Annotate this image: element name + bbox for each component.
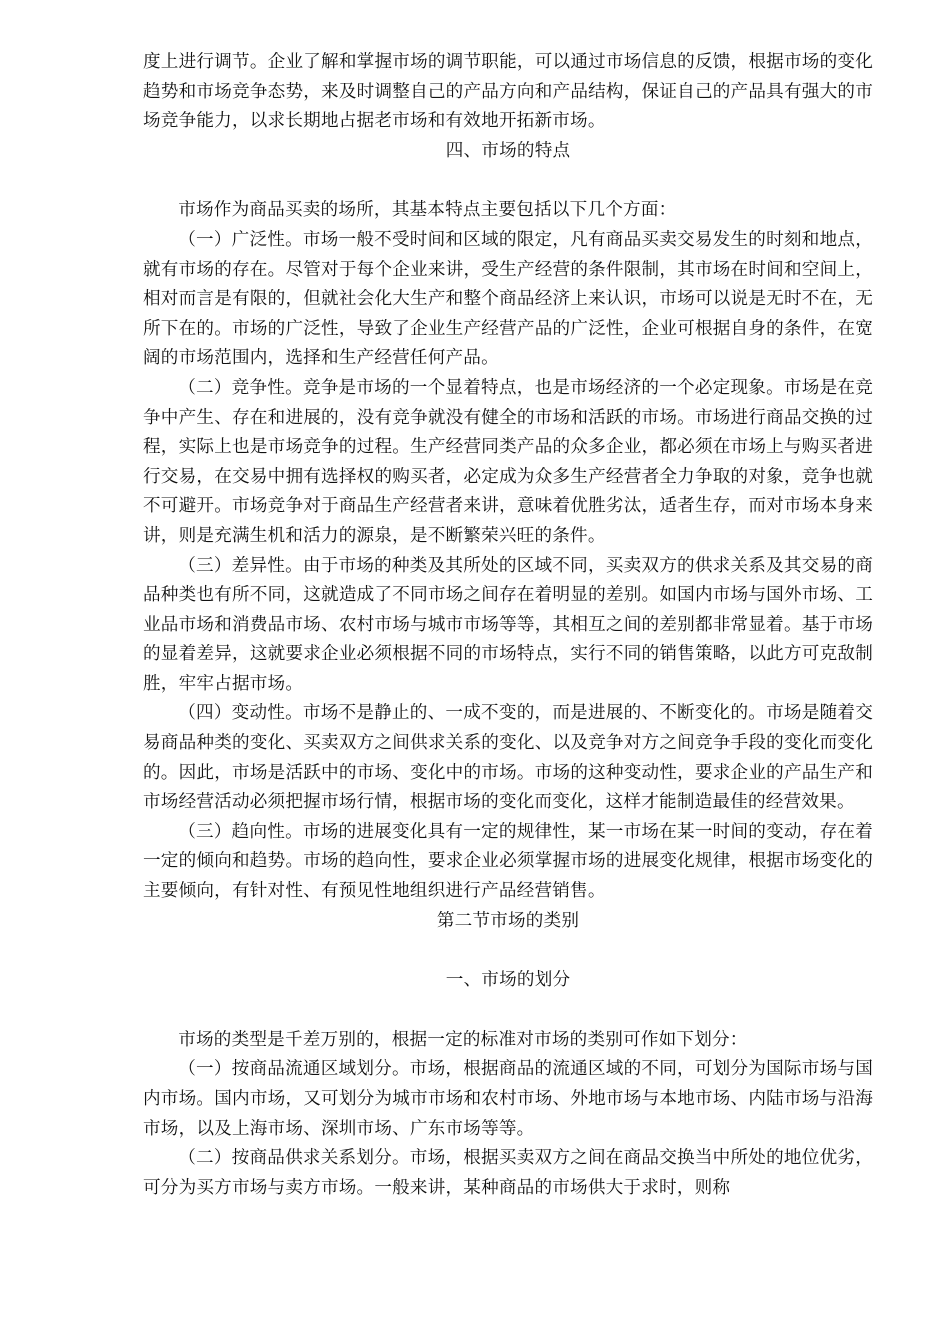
paragraph-competition: （二）竞争性。竞争是市场的一个显着特点，也是市场经济的一个必定现象。市场是在竞争中产生、存在和进展的，没有竞争就没有健全的市场和活跃的市场。市场进行商品交换的过程，实际上也是市场竞争的过程。生产经营同类产品的众多企业，都必须在市场上与购买者进行交易，在交易中拥有选择权的购买者，必定成为众多生产经营者全力争取的对象，竞争也就不可避开。市场竞争对于商品生产经营者来讲，意味着优胜劣汰，适者生存，而对市场本身来讲，则是充满生机和活力的源泉，是不断繁荣兴旺的条件。 xyxy=(143,377,873,546)
document-page xyxy=(143,48,873,1203)
paragraph-market-regulation: 度上进行调节。企业了解和掌握市场的调节职能，可以通过市场信息的反馈，根据市场的变化趋势和市场竞争态势，来及时调整自己的产品方向和产品结构，保证自己的产品具有强大的市场竞争能力，以求长期地占据老市场和有效地开拓新市场。 xyxy=(143,52,873,132)
paragraph-division-intro: 市场的类型是千差万别的，根据一定的标准对市场的类别可作如下划分： xyxy=(178,1029,748,1050)
paragraph-by-supply-demand: （二）按商品供求关系划分。市场，根据买卖双方之间在商品交换当中所处的地位优劣，可分为买方市场与卖方市场。一般来讲，某种商品的市场供大于求时，则称 xyxy=(143,1148,873,1198)
paragraph-difference: （三）差异性。由于市场的种类及其所处的区域不同，买卖双方的供求关系及其交易的商品种类也有所不同，这就造成了不同市场之间存在着明显的差别。如国内市场与国外市场、工业品市场和消费品市场、农村市场与城市市场等等，其相互之间的差别都非常显着。基于市场的显着差异，这就要求企业必须根据不同的市场特点，实行不同的销售策略，以此方可克敌制胜，牢牢占据市场。 xyxy=(143,555,873,694)
paragraph-breadth: （一）广泛性。市场一般不受时间和区域的限定，凡有商品买卖交易发生的时刻和地点，就有市场的存在。尽管对于每个企业来讲，受生产经营的条件限制，其市场在时间和空间上，相对而言是有限的，但就社会化大生产和整个商品经济上来认识，市场可以说是无时不在，无所下在的。市场的广泛性，导致了企业生产经营产品的广泛性，企业可根据自身的条件，在宽阔的市场范围内，选择和生产经营任何产品。 xyxy=(143,229,873,369)
paragraph-by-region: （一）按商品流通区域划分。市场，根据商品的流通区域的不同，可划分为国际市场与国内市场。国内市场，又可划分为城市市场和农村市场、外地市场与本地市场、内陆市场与沿海市场，以及上海市场、深圳市场、广东市场等等。 xyxy=(143,1059,873,1139)
paragraph-variability: （四）变动性。市场不是静止的、一成不变的，而是进展的、不断变化的。市场是随着交易商品种类的变化、买卖双方之间供求关系的变化、以及竞争对方之间竞争手段的变化而变化的。因此，市场是活跃中的市场、变化中的市场。市场的这种变动性，要求企业的产品生产和市场经营活动必须把握市场行情，根据市场的变化而变化，这样才能制造最佳的经营效果。 xyxy=(143,703,873,813)
paragraph-features-intro: 市场作为商品买卖的场所，其基本特点主要包括以下几个方面： xyxy=(178,200,677,221)
section-heading-market-features: 四、市场的特点 xyxy=(445,140,571,161)
paragraph-tendency: （三）趋向性。市场的进展变化具有一定的规律性，某一市场在某一时间的变动，存在着一定的倾向和趋势。市场的趋向性，要求企业必须掌握市场的进展变化规律，根据市场变化的主要倾向，有针对性、有预见性地组织进行产品经营销售。 xyxy=(143,821,873,902)
chapter-heading-market-categories: 第二节市场的类别 xyxy=(436,910,580,931)
section-heading-market-division: 一、市场的划分 xyxy=(445,970,571,991)
